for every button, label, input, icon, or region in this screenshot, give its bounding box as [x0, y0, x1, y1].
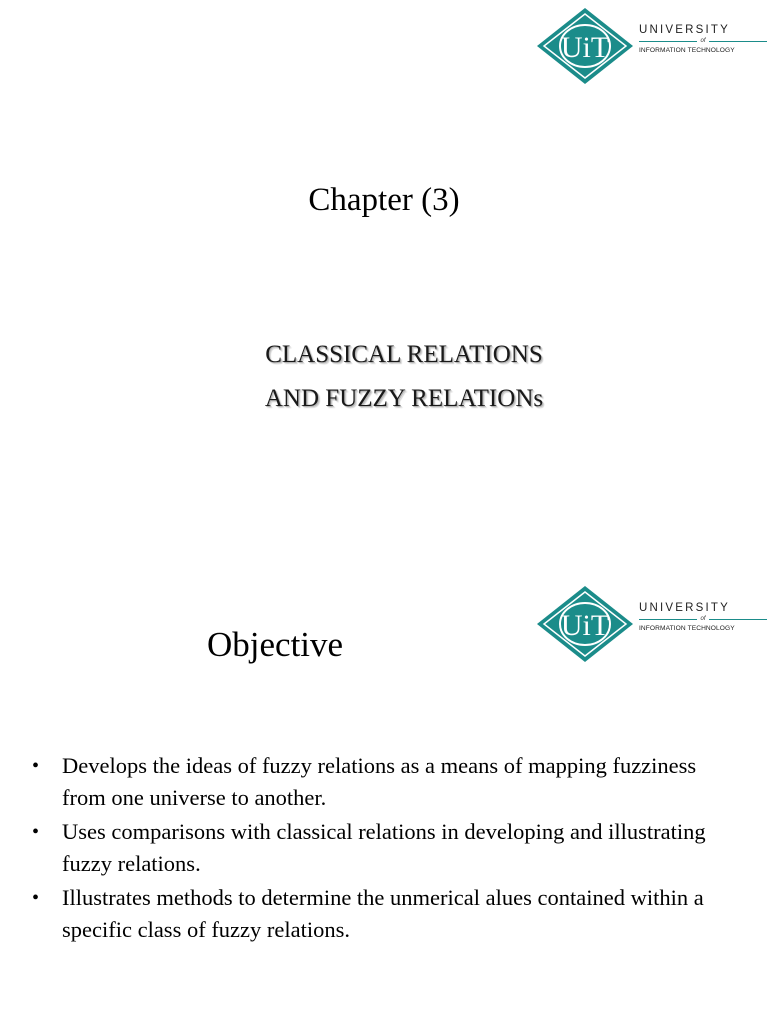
uit-logo-icon	[535, 584, 635, 664]
objective-title: Objective	[207, 625, 344, 664]
chapter-title: Chapter (3)	[308, 182, 460, 218]
bullet-text: Develops the ideas of fuzzy relations as a means of mapping fuzziness from one universe to another.	[62, 753, 697, 810]
logo-university-text: UNIVERSITY	[639, 24, 731, 36]
logo-mark-text: UiT	[560, 31, 610, 64]
bullet-icon: •	[32, 821, 40, 843]
bullet-icon: •	[32, 887, 40, 909]
logo-divider	[639, 37, 767, 46]
bullet-text: Illustrates methods to determine the unmerical alues contained within a specific class of fuzzy relations.	[62, 885, 704, 942]
logo-wordmark	[639, 24, 767, 55]
subtitle-line-2: AND FUZZY RELATIONs	[264, 385, 544, 412]
subtitle-line-1: CLASSICAL RELATIONS	[265, 341, 543, 368]
logo-of-text: of	[697, 616, 708, 622]
list-item	[28, 816, 728, 880]
logo-institution-text: INFORMATION TECHNOLOGY	[639, 625, 735, 632]
bullet-icon: •	[32, 755, 40, 777]
chapter-subtitle	[0, 333, 768, 421]
list-item	[28, 882, 728, 946]
logo-institution-text: INFORMATION TECHNOLOGY	[639, 47, 735, 54]
list-item	[28, 750, 728, 814]
logo-wordmark	[639, 602, 767, 633]
bullet-text: Uses comparisons with classical relations in developing and illustrating fuzzy relations.	[62, 819, 706, 876]
objective-bullet-list	[28, 750, 728, 948]
logo-of-text: of	[697, 38, 708, 44]
university-logo	[535, 6, 765, 86]
logo-mark-text: UiT	[560, 609, 610, 642]
logo-university-text: UNIVERSITY	[639, 602, 731, 614]
logo-divider	[639, 615, 767, 624]
uit-logo-icon	[535, 6, 635, 86]
university-logo	[535, 584, 765, 664]
slide-objective	[0, 512, 768, 1024]
